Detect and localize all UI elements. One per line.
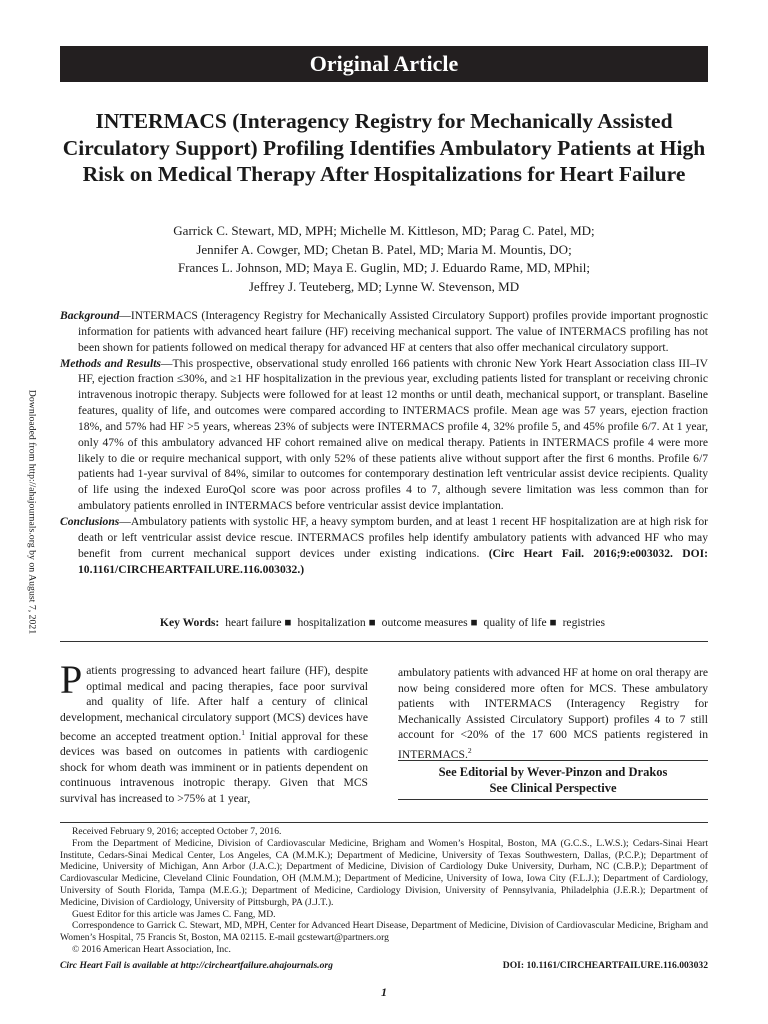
abstract [60,308,708,577]
editorial-box [398,760,708,800]
body-column-left [60,657,369,806]
clinical-perspective-link[interactable]: See Clinical Perspective [489,781,617,795]
body-text: atients progressing to advanced heart failure (HF), despite optimal medical and pacing therapies, face poor survival and quality of life. After half a century of clinical development, mechanical circulatory support (MCS) devices have become an accepted treatment option. [60,664,368,743]
reference-marker[interactable]: 1 [241,728,246,737]
author-list [80,222,688,296]
keyword-separator: ■ [368,616,376,629]
drop-cap: P [60,657,83,702]
banner-label: Original Article [309,51,459,76]
footer-doi[interactable]: DOI: 10.1161/CIRCHEARTFAILURE.116.003032 [502,960,708,971]
page-footer [60,960,708,971]
article-type-banner [60,46,708,82]
editorial-link[interactable]: See Editorial by Wever-Pinzon and Drakos [438,765,668,779]
keywords-label: Key Words: [159,616,220,629]
footnote: Received February 9, 2016; accepted October 7, 2016. [72,826,282,837]
keyword: outcome measures [381,616,468,629]
keyword: registries [562,616,606,629]
keywords [60,616,708,629]
abstract-background [60,308,708,356]
conclusions-label: Conclusions [60,514,120,528]
methods-text: —This prospective, observational study enrolled 166 patients with chronic New York Heart Association class III–IV HF, ejection fraction ≤30%, and ≥1 HF hospitalization in the previous year, excluding patients listed for transplant or receiving chronic intravenous inotropic therapy. Subjects were followed for at least 12 months or until death, mechanical support, or transplant. Baseline features, quality of life, and outcomes were compared according to INTERMACS profile. Mean age was 57 years, ejection fraction 18%, and 57% had HF >5 years, whereas 23% of subjects were INTERMACS profile 4, 32% profile 5, and 45% profile 6/7. At 1 year, only 47% of this ambulatory advanced HF cohort remained alive on medical therapy. Patients in INTERMACS profile 4 were more likely to die or require mechanical support, with only 52% of these patients alive without support after the first 6 months. Profile 6/7 patients had 1-year survival of 84%, similar to outcomes for contemporary destination left ventricular assist device recipients. Quality of life using the indexed EuroQol score was poor across profiles 4 to 7, although severe limitation was less common than for ambulatory patients enrolled in INTERMACS before ventricular assist device implantation. [78,356,708,513]
keyword: heart failure [225,616,282,629]
background-label: Background [60,309,120,322]
page-number: 1 [381,985,387,999]
keyword: quality of life [483,616,547,629]
abstract-conclusions [60,514,708,577]
author-line: Frances L. Johnson, MD; Maya E. Guglin, MD; J. Eduardo Rame, MD, MPhil; [177,260,590,276]
keyword-separator: ■ [549,616,557,629]
footnote: Correspondence to Garrick C. Stewart, MD, MPH, Center for Advanced Heart Disease, Department of Medicine, Division of Cardiovascular Medicine, Brigham and Women’s Hospital, 75 Francis St, Boston, MA 02115. E-mail gcstewart@partners.org [60,920,708,944]
keyword-separator: ■ [284,616,292,629]
footnotes [60,826,708,956]
citation: (Circ Heart Fail. 2016;9:e003032. DOI: 10.1161/CIRCHEARTFAILURE.116.003032.) [78,546,708,576]
footnote: From the Department of Medicine, Division of Cardiovascular Medicine, Brigham and Women’s Hospital, Boston, MA (G.C.S., L.W.S.); Cedars-Sinai Heart Institute, Cedars-Sinai Medical Center, Los Angeles, CA (M.M.K.); Department of Medicine, University of Texas Southwestern, Dallas, (P.C.P.); Department of Medicine, University of Michigan, Ann Arbor (J.A.C.); Department of Medicine, Division of Cardiology Duke University, Durham, NC (C.B.P.); Department of Cardiovascular Medicine, Cleveland Clinic Foundation, OH (M.M.M.); Department of Medicine, University of Iowa, Iowa City (F.L.J.); Department of Cardiology, University of South Florida, Tampa (M.E.G.); Department of Medicine, Cardiology Division, University of Pennsylvania, Philadelphia (J.E.R.); Department of Medicine, Division of Cardiology, University of Pittsburgh, PA (J.J.T.). [60,837,708,908]
body-text: Initial approval for these devices was based on outcomes in patients with cardiogenic shock for whom death was imminent or in patients dependent on continuous intravenous inotropic therapy. Given that MCS survival has increased to >75% at 1 year, [60,729,369,805]
download-watermark: Downloaded from http://ahajournals.org by on August 7, 2021 [26,389,38,635]
methods-label: Methods and Results [60,356,161,370]
body-text: ambulatory patients with advanced HF at home on oral therapy are now being considered more often for MCS. These ambulatory patients with INTERMACS (Interagency Registry for Mechanically Assisted Circulatory Support) profiles 4 to 7 still account for <20% of the 17 600 MCS patients registered in INTERMACS. [398,666,708,761]
body-column-right [398,665,708,762]
footnote: © 2016 American Heart Association, Inc. [72,943,231,955]
footnote: Guest Editor for this article was James C. Fang, MD. [72,908,276,920]
keyword: hospitalization [297,616,366,629]
divider [60,822,708,823]
author-line: Garrick C. Stewart, MD, MPH; Michelle M. Kittleson, MD; Parag C. Patel, MD; [173,223,595,238]
reference-marker[interactable]: 2 [467,745,472,755]
conclusions-text: —Ambulatory patients with systolic HF, a heavy symptom burden, and at least 1 recent HF hospitalization are at high risk for death or left ventricular assist device rescue. INTERMACS profiles help identify ambulatory patients with advanced HF who may benefit from current mechanical support devices under existing indications. [78,514,708,560]
author-line: Jeffrey J. Teuteberg, MD; Lynne W. Stevenson, MD [248,278,520,294]
abstract-methods [60,356,708,514]
author-line: Jennifer A. Cowger, MD; Chetan B. Patel, MD; Maria M. Mountis, DO; [196,241,572,257]
journal-availability[interactable]: Circ Heart Fail is available at http://circheartfailure.ahajournals.org [60,960,333,971]
article-title: INTERMACS (Interagency Registry for Mechanically Assisted Circulatory Support) Profiling Identifies Ambulatory Patients at High Risk on Medical Therapy After Hospitalizations for Heart Failure [62,109,706,186]
background-text: —INTERMACS (Interagency Registry for Mechanically Assisted Circulatory Support) profiles provide important prognostic information for patients with advanced heart failure (HF) receiving mechanical support. The value of INTERMACS profiling has not been shown for patients followed on medical therapy for advanced HF at centers that also offer mechanical circulatory support. [78,309,708,354]
keyword-separator: ■ [470,616,478,629]
divider [60,641,708,642]
